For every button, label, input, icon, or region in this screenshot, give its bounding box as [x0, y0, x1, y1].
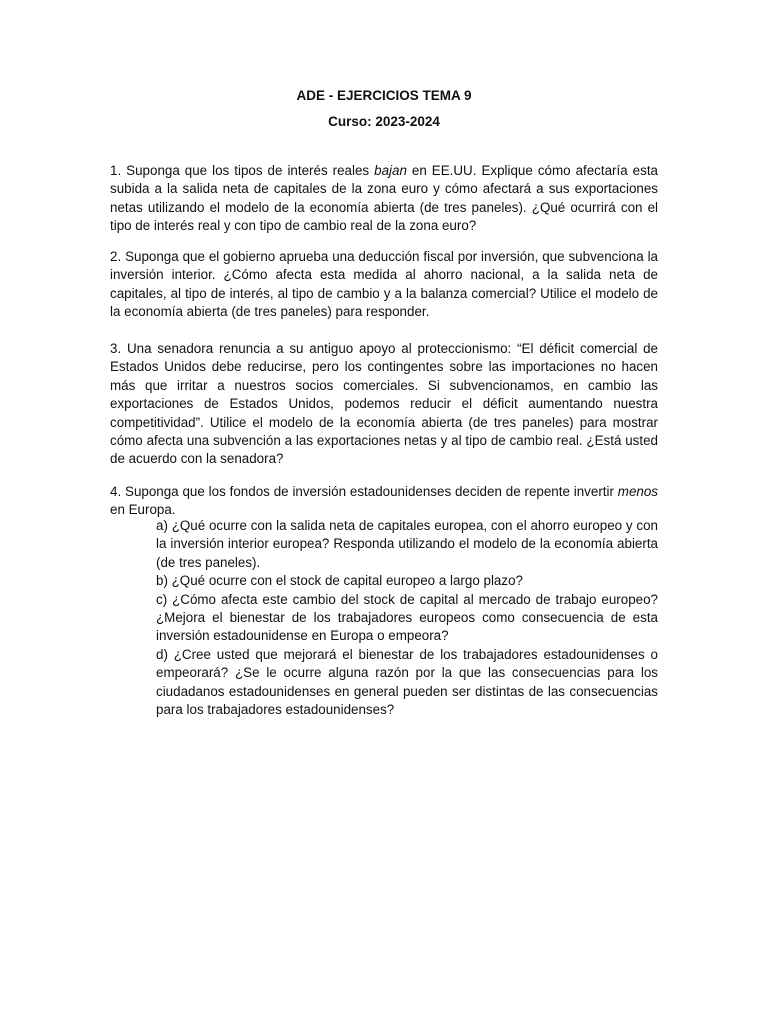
question-4-text-start: 4. Suponga que los fondos de inversión estadounidenses deciden de repente invertir: [110, 484, 618, 499]
course-label: Curso: 2023-2024: [328, 114, 440, 129]
question-1-emphasis: bajan: [374, 163, 407, 178]
question-4-item-c: c) ¿Cómo afecta este cambio del stock de capital al mercado de trabajo europeo? ¿Mejora el bienestar de los trabajadores europeos como consecuencia de esta inversión estadounidense en Europa o empeora?: [156, 591, 658, 644]
question-1: [110, 162, 658, 236]
question-4-item-a: a) ¿Qué ocurre con la salida neta de capitales europea, con el ahorro europeo y con la inversión interior europea? Responda utilizando el modelo de la economía abierta (de tres paneles).: [156, 518, 658, 570]
document-title: ADE - EJERCICIOS TEMA 9: [296, 88, 472, 103]
question-4-item-b: b) ¿Qué ocurre con el stock de capital europeo a largo plazo?: [156, 573, 523, 589]
question-4-emphasis: menos: [617, 484, 658, 499]
question-1-text-start: 1. Suponga que los tipos de interés reales: [110, 163, 375, 178]
question-4-subitems: [156, 517, 658, 719]
question-1-text-end: en EE.UU. Explique cómo afectaría esta subida a la salida neta de capitales de la zona euro y cómo afectará a sus exportaciones netas utilizando el modelo de la economía abierta (de tres paneles). ¿Qué ocurrirá con el tipo de interés real y con tipo de cambio real de la zona euro?: [110, 163, 658, 234]
question-4: [110, 483, 658, 520]
question-3: 3. Una senadora renuncia a su antiguo apoyo al proteccionismo: “El déficit comercial de Estados Unidos debe reducirse, pero los contingentes sobre las importaciones no hacen más que irritar a nuestros socios comerciales. Si subvencionamos, en cambio las exportaciones de Estados Unidos, podemos reducir el déficit aumentando nuestra competitividad”. Utilice el modelo de la economía abierta (de tres paneles) para mostrar cómo afecta una subvención a las exportaciones netas y al tipo de cambio real. ¿Está usted de acuerdo con la senadora?: [110, 341, 658, 467]
question-4-text-end: en Europa.: [110, 502, 176, 518]
question-4-item-d: d) ¿Cree usted que mejorará el bienestar de los trabajadores estadounidenses o empeorará? ¿Se le ocurre alguna razón por la que las consecuencias para los ciudadanos estadounidenses en general pueden ser distintas de las consecuencias para los trabajadores estadounidenses?: [156, 646, 658, 718]
question-2: 2. Suponga que el gobierno aprueba una deducción fiscal por inversión, que subvenciona la inversión interior. ¿Cómo afecta esta medida al ahorro nacional, a la salida neta de capitales, al tipo de interés, al tipo de cambio y a la balanza comercial? Utilice el modelo de la economía abierta (de tres paneles) para responder.: [110, 249, 658, 320]
